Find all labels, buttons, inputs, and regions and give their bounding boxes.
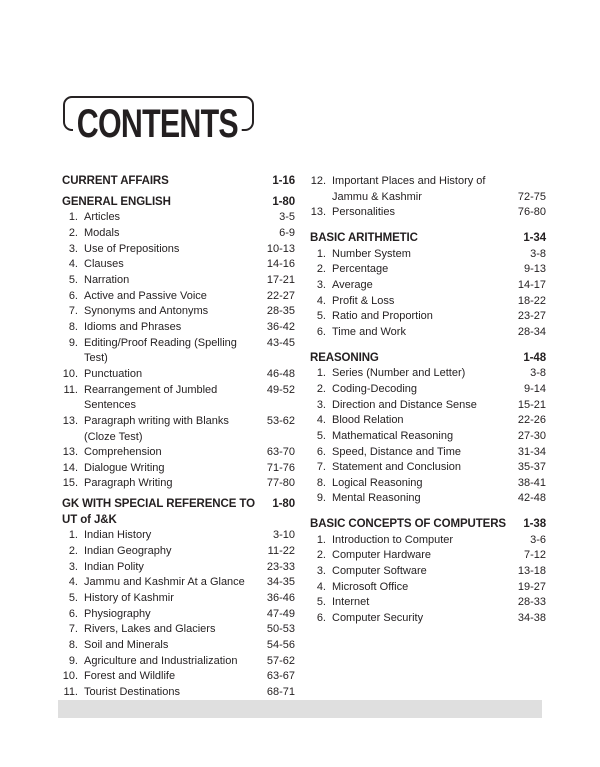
section-header [62, 195, 295, 211]
toc-item [62, 273, 295, 289]
item-title: Microsoft Office [332, 580, 409, 593]
toc-column-right [310, 174, 546, 627]
contents-title-box [63, 96, 254, 146]
item-pages: 34-35 [266, 576, 295, 589]
item-number: 11. [63, 383, 78, 396]
toc-item [310, 445, 546, 461]
toc-item [310, 205, 546, 221]
item-pages: 53-62 [266, 414, 295, 427]
item-title: Computer Hardware [332, 549, 432, 562]
toc-item [62, 210, 295, 226]
item-pages: 23-27 [517, 310, 546, 323]
item-title: Logical Reasoning [332, 476, 423, 489]
item-title: Percentage [332, 263, 389, 276]
item-title: Rivers, Lakes and Glaciers [84, 623, 216, 636]
toc-item-continuation [310, 190, 546, 206]
toc-item [62, 242, 295, 258]
item-title: Synonyms and Antonyms [84, 305, 209, 318]
item-title: Paragraph Writing [84, 477, 173, 490]
item-number: 5. [316, 596, 326, 609]
item-title: Introduction to Computer [332, 533, 454, 546]
toc-item [310, 247, 546, 263]
item-number: 8. [68, 639, 78, 652]
item-number: 5. [316, 429, 326, 442]
item-pages: 31-34 [517, 445, 546, 458]
section-title: CURRENT AFFAIRS [62, 175, 169, 187]
item-title: Dialogue Writing [84, 461, 165, 474]
item-number: 6. [316, 612, 326, 625]
item-title: Forest and Wildlife [84, 670, 176, 683]
item-title: Agriculture and Industrialization [84, 654, 238, 667]
item-pages: 6-9 [279, 226, 295, 239]
item-number: 1. [316, 247, 326, 260]
item-number: 7. [68, 305, 78, 318]
item-title: Indian History [84, 529, 152, 542]
toc-item [62, 622, 295, 638]
item-pages: 22-26 [517, 414, 546, 427]
item-title: Ratio and Proportion [332, 310, 433, 323]
toc-item [62, 445, 295, 461]
item-title: Average [332, 278, 373, 291]
toc-item [310, 580, 546, 596]
item-title: Punctuation [84, 367, 143, 380]
item-title: Internet [332, 596, 370, 609]
item-pages: 13-18 [517, 565, 546, 578]
item-pages: 42-48 [517, 492, 546, 505]
item-number: 4. [316, 580, 326, 593]
item-pages: 7-12 [523, 549, 546, 562]
toc-item [310, 366, 546, 382]
toc-item [62, 289, 295, 305]
item-title: Mental Reasoning [332, 492, 421, 505]
item-number: 6. [316, 325, 326, 338]
item-title: Series (Number and Letter) [332, 367, 466, 380]
item-pages: 43-45 [266, 336, 295, 349]
item-title: Tourist Destinations [84, 686, 180, 698]
item-pages: 3-8 [530, 367, 546, 380]
toc-item [62, 669, 295, 685]
item-pages: 76-80 [517, 206, 546, 219]
item-number: 9. [68, 336, 78, 349]
item-pages: 36-42 [266, 320, 295, 333]
item-number: 3. [68, 560, 78, 573]
item-number: 2. [316, 382, 326, 395]
item-number: 4. [316, 414, 326, 427]
item-title: Modals [84, 226, 120, 239]
toc-item [310, 398, 546, 414]
item-number: 13. [62, 414, 78, 427]
item-pages: 3-8 [530, 247, 546, 260]
toc-item [310, 460, 546, 476]
item-number: 9. [316, 492, 326, 505]
item-title: Active and Passive Voice [84, 289, 207, 302]
item-pages: 36-46 [266, 592, 295, 605]
toc-item [62, 257, 295, 273]
item-title: Use of Prepositions [84, 242, 180, 255]
item-number: 6. [68, 289, 78, 302]
item-pages: 49-52 [266, 383, 295, 396]
toc-item [62, 591, 295, 607]
item-number: 7. [68, 623, 78, 636]
item-pages: 17-21 [266, 273, 295, 286]
toc-item [62, 320, 295, 336]
item-title: Personalities [332, 206, 395, 219]
item-pages: 63-70 [266, 446, 295, 459]
item-number: 14. [62, 461, 78, 474]
toc-item [310, 174, 546, 190]
item-title: Computer Security [332, 612, 424, 625]
item-title: Indian Geography [84, 545, 172, 558]
item-pages: 34-38 [517, 612, 546, 625]
toc-item [62, 476, 295, 492]
section-title: GK WITH SPECIAL REFERENCE TO UT of J&K [62, 498, 255, 526]
item-number: 4. [68, 258, 78, 271]
item-number: 9. [68, 654, 78, 667]
item-number: 2. [68, 545, 78, 558]
item-number: 1. [68, 529, 78, 542]
toc-item [310, 429, 546, 445]
item-title: Important Places and History of [332, 175, 486, 187]
item-number: 7. [316, 461, 326, 474]
item-number: 2. [316, 263, 326, 276]
item-pages: 3-6 [530, 533, 546, 546]
toc-item [62, 336, 295, 367]
item-pages: 72-75 [517, 190, 546, 203]
item-title: Direction and Distance Sense [332, 398, 477, 411]
item-pages: 57-62 [266, 654, 295, 667]
toc-item [62, 654, 295, 670]
toc-item [62, 575, 295, 591]
section-title: GENERAL ENGLISH [62, 195, 171, 208]
toc-item [310, 325, 546, 341]
toc-item [62, 461, 295, 477]
toc-item [62, 226, 295, 242]
item-pages: 68-71 [266, 686, 295, 698]
item-title: Rearrangement of Jumbled Sentences [84, 383, 218, 412]
item-pages: 9-13 [523, 263, 546, 276]
toc-item [62, 685, 295, 701]
item-title: History of Kashmir [84, 592, 174, 605]
item-number: 1. [316, 367, 326, 380]
item-pages: 9-14 [523, 382, 546, 395]
item-pages: 28-35 [266, 305, 295, 318]
item-title: Articles [84, 211, 121, 224]
item-number: 13. [310, 206, 326, 219]
item-title: Comprehension [84, 446, 162, 459]
item-number: 11. [63, 686, 78, 698]
item-pages: 71-76 [266, 461, 295, 474]
item-pages: 15-21 [517, 398, 546, 411]
item-number: 8. [316, 476, 326, 489]
item-pages: 23-33 [266, 560, 295, 573]
item-number: 3. [68, 242, 78, 255]
item-number: 3. [316, 398, 326, 411]
item-title: Jammu & Kashmir [332, 190, 422, 203]
footer-bar [58, 700, 542, 718]
item-number: 1. [316, 533, 326, 546]
section-header [310, 231, 546, 247]
item-title: Statement and Conclusion [332, 461, 462, 474]
item-pages: 14-17 [517, 278, 546, 291]
item-number [310, 190, 326, 206]
item-title: Editing/Proof Reading (Spelling Test) [84, 336, 237, 365]
item-pages: 28-34 [517, 325, 546, 338]
item-number: 5. [316, 310, 326, 323]
item-pages: 46-48 [266, 367, 295, 380]
item-title: Number System [332, 247, 411, 260]
toc-item [310, 476, 546, 492]
item-number: 10. [62, 670, 78, 683]
section-title: BASIC ARITHMETIC [310, 231, 418, 244]
toc-item [310, 491, 546, 507]
item-title: Time and Work [332, 325, 406, 338]
toc-item [62, 383, 295, 414]
item-pages: 63-67 [266, 670, 295, 683]
item-title: Mathematical Reasoning [332, 429, 454, 442]
section-pages: 1-38 [523, 518, 546, 531]
toc-item [62, 528, 295, 544]
section-pages: 1-16 [272, 175, 295, 187]
item-number: 4. [316, 294, 326, 307]
item-pages: 18-22 [517, 294, 546, 307]
toc-item [62, 544, 295, 560]
toc-item [310, 382, 546, 398]
section-pages: 1-48 [523, 351, 546, 364]
toc-item [62, 367, 295, 383]
toc-item [62, 560, 295, 576]
item-title: Clauses [84, 258, 124, 271]
item-number: 8. [68, 320, 78, 333]
item-pages: 3-10 [272, 529, 295, 542]
item-number: 3. [316, 278, 326, 291]
section-title: REASONING [310, 351, 379, 364]
item-number: 6. [316, 445, 326, 458]
section-pages: 1-80 [272, 498, 295, 511]
toc-item [62, 304, 295, 320]
item-pages: 10-13 [266, 242, 295, 255]
toc-item [62, 638, 295, 654]
item-pages: 11-22 [267, 545, 295, 558]
item-title: Indian Polity [84, 560, 144, 573]
item-title: Paragraph writing with Blanks (Cloze Test) [84, 414, 229, 443]
item-title: Speed, Distance and Time [332, 445, 462, 458]
item-number: 4. [68, 576, 78, 589]
item-number: 1. [68, 211, 78, 224]
item-title: Soil and Minerals [84, 639, 169, 652]
item-pages: 14-16 [266, 258, 295, 271]
item-number: 10. [62, 367, 78, 380]
toc-item [62, 607, 295, 623]
item-number: 2. [68, 226, 78, 239]
item-title: Computer Software [332, 565, 427, 578]
toc-item [310, 533, 546, 549]
section-header [62, 174, 295, 190]
toc-item [310, 309, 546, 325]
toc-item [310, 548, 546, 564]
item-number: 5. [68, 273, 78, 286]
item-pages: 3-5 [279, 211, 295, 224]
item-pages: 77-80 [266, 477, 295, 490]
item-title: Idioms and Phrases [84, 320, 182, 333]
toc-item [310, 595, 546, 611]
item-pages: 22-27 [266, 289, 295, 302]
toc-item [310, 294, 546, 310]
item-title: Blood Relation [332, 414, 404, 427]
item-pages: 50-53 [266, 623, 295, 636]
item-pages: 19-27 [517, 580, 546, 593]
item-number: 12. [310, 175, 326, 187]
item-number: 3. [316, 565, 326, 578]
item-title: Coding-Decoding [332, 382, 417, 395]
section-pages: 1-80 [272, 195, 295, 208]
toc-column-left [62, 174, 295, 701]
section-title: BASIC CONCEPTS OF COMPUTERS [310, 518, 507, 531]
item-title: Profit & Loss [332, 294, 395, 307]
item-number: 13. [62, 446, 78, 459]
toc-item [62, 414, 295, 445]
page-title: CONTENTS [73, 104, 242, 144]
item-pages: 47-49 [266, 607, 295, 620]
section-header [62, 497, 295, 528]
item-pages: 35-37 [517, 461, 546, 474]
item-title: Narration [84, 273, 130, 286]
item-number: 2. [316, 549, 326, 562]
item-number: 15. [62, 477, 78, 490]
toc-item [310, 278, 546, 294]
item-pages: 27-30 [517, 429, 546, 442]
section-header [310, 351, 546, 367]
item-pages: 28-33 [517, 596, 546, 609]
item-number: 6. [68, 607, 78, 620]
section-header [310, 517, 546, 533]
toc-item [310, 611, 546, 627]
item-title: Jammu and Kashmir At a Glance [84, 576, 245, 589]
section-pages: 1-34 [523, 231, 546, 244]
toc-item [310, 413, 546, 429]
item-pages: 54-56 [266, 639, 295, 652]
item-pages: 38-41 [517, 476, 546, 489]
toc-item [310, 564, 546, 580]
item-title: Physiography [84, 607, 151, 620]
item-number: 5. [68, 592, 78, 605]
toc-item [310, 262, 546, 278]
